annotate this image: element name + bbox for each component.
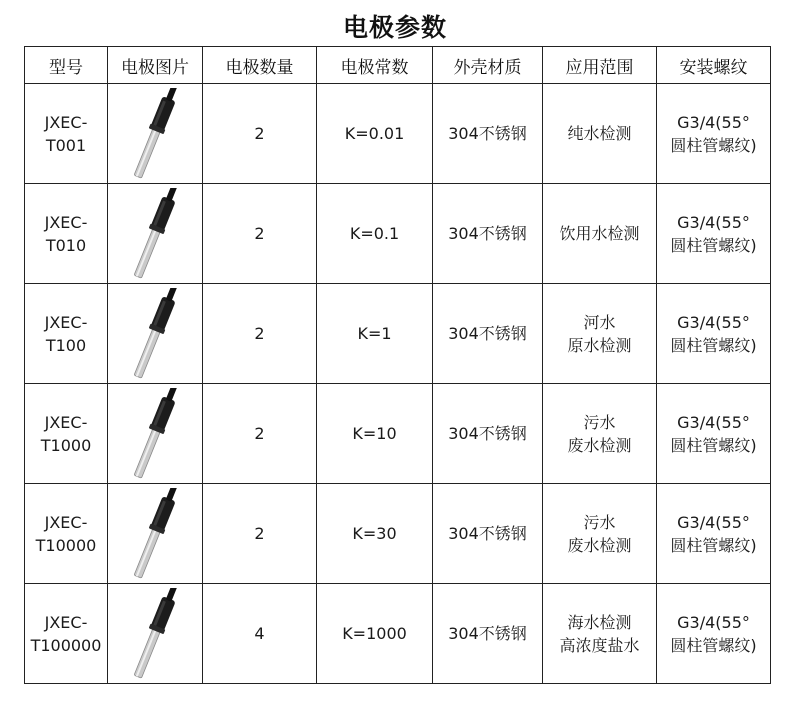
model-cell: JXEC- T100000 xyxy=(25,584,108,684)
application-cell: 河水 原水检测 xyxy=(543,284,657,384)
model-cell: JXEC- T001 xyxy=(25,84,108,184)
header-material: 外壳材质 xyxy=(433,47,543,84)
application-cell: 纯水检测 xyxy=(543,84,657,184)
constant-cell: K=1000 xyxy=(317,584,433,684)
quantity-cell: 2 xyxy=(203,384,317,484)
quantity-cell: 2 xyxy=(203,84,317,184)
thread-cell: G3/4(55° 圆柱管螺纹) xyxy=(657,384,771,484)
material-cell: 304不锈钢 xyxy=(433,184,543,284)
thread-cell: G3/4(55° 圆柱管螺纹) xyxy=(657,484,771,584)
application-cell: 污水 废水检测 xyxy=(543,484,657,584)
material-cell: 304不锈钢 xyxy=(433,384,543,484)
quantity-cell: 4 xyxy=(203,584,317,684)
header-model: 型号 xyxy=(25,47,108,84)
application-cell: 污水 废水检测 xyxy=(543,384,657,484)
constant-cell: K=10 xyxy=(317,384,433,484)
model-cell: JXEC- T010 xyxy=(25,184,108,284)
electrode-probe-icon xyxy=(115,388,195,480)
thread-cell: G3/4(55° 圆柱管螺纹) xyxy=(657,584,771,684)
electrode-probe-icon xyxy=(115,588,195,680)
electrode-probe-icon xyxy=(115,488,195,580)
thread-cell: G3/4(55° 圆柱管螺纹) xyxy=(657,184,771,284)
table-row xyxy=(25,584,771,684)
table-row xyxy=(25,384,771,484)
page-title: 电极参数 xyxy=(342,13,447,42)
table-row xyxy=(25,484,771,584)
electrode-probe-icon xyxy=(115,88,195,180)
constant-cell: K=0.1 xyxy=(317,184,433,284)
header-application: 应用范围 xyxy=(543,47,657,84)
quantity-cell: 2 xyxy=(203,284,317,384)
thread-cell: G3/4(55° 圆柱管螺纹) xyxy=(657,84,771,184)
electrode-probe-icon xyxy=(115,188,195,280)
probe-image-cell xyxy=(108,84,203,184)
header-thread: 安装螺纹 xyxy=(657,47,771,84)
model-cell: JXEC- T1000 xyxy=(25,384,108,484)
table-row xyxy=(25,184,771,284)
table-row xyxy=(25,84,771,184)
material-cell: 304不锈钢 xyxy=(433,84,543,184)
quantity-cell: 2 xyxy=(203,184,317,284)
header-image: 电极图片 xyxy=(108,47,203,84)
electrode-probe-icon xyxy=(115,288,195,380)
material-cell: 304不锈钢 xyxy=(433,484,543,584)
probe-image-cell xyxy=(108,284,203,384)
quantity-cell: 2 xyxy=(203,484,317,584)
model-cell: JXEC- T10000 xyxy=(25,484,108,584)
application-cell: 饮用水检测 xyxy=(543,184,657,284)
constant-cell: K=0.01 xyxy=(317,84,433,184)
probe-image-cell xyxy=(108,384,203,484)
constant-cell: K=30 xyxy=(317,484,433,584)
header-constant: 电极常数 xyxy=(317,47,433,84)
probe-image-cell xyxy=(108,184,203,284)
model-cell: JXEC- T100 xyxy=(25,284,108,384)
material-cell: 304不锈钢 xyxy=(433,284,543,384)
application-cell: 海水检测 高浓度盐水 xyxy=(543,584,657,684)
probe-image-cell xyxy=(108,484,203,584)
table-row xyxy=(25,284,771,384)
constant-cell: K=1 xyxy=(317,284,433,384)
electrode-spec-table xyxy=(24,46,771,684)
probe-image-cell xyxy=(108,584,203,684)
material-cell: 304不锈钢 xyxy=(433,584,543,684)
header-row xyxy=(25,47,771,84)
thread-cell: G3/4(55° 圆柱管螺纹) xyxy=(657,284,771,384)
header-quantity: 电极数量 xyxy=(203,47,317,84)
